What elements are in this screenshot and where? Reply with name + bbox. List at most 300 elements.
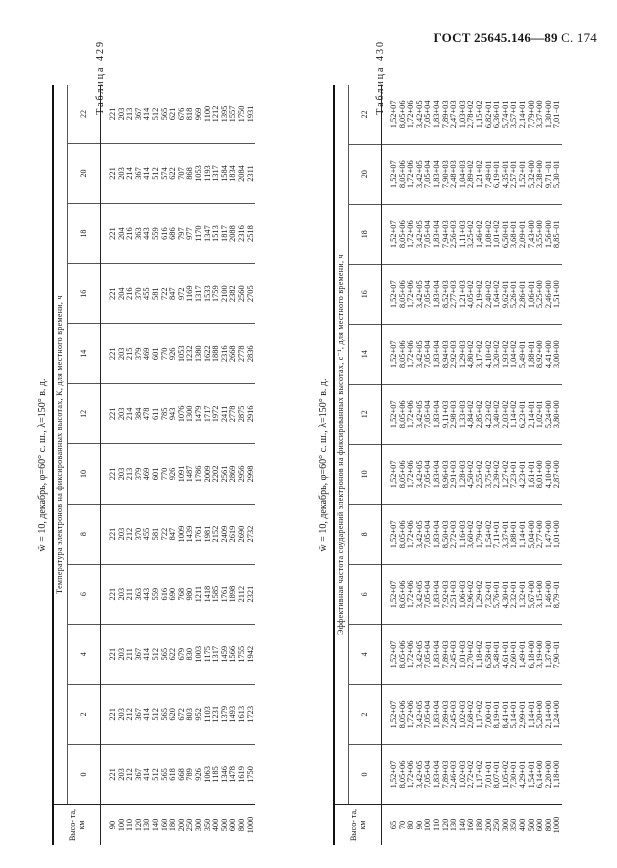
hour-header: 0 (68, 744, 101, 804)
table-cell: 8,05+06 (397, 220, 407, 249)
table-cell: 8,05+06 (397, 700, 407, 729)
table-cell: 818 (185, 107, 195, 121)
table-cell: 8,05+06 (397, 520, 407, 549)
table-cell: 8,50+03 (440, 520, 450, 549)
table-cell: 367 (133, 647, 143, 661)
table-cell: 414 (142, 708, 152, 721)
table-cell: 367 (133, 107, 143, 121)
table-cell: 1750 (236, 105, 246, 123)
table-cell: 1,61+01 (526, 460, 536, 489)
table-cell: 7,05+04 (423, 640, 433, 669)
altitude-value: 400 (517, 818, 527, 832)
table-cell: 8,05+06 (397, 400, 407, 429)
table-cell: 1175 (202, 646, 212, 663)
altitude-value: 90 (414, 820, 424, 830)
table-cell: 8,05+06 (397, 760, 407, 789)
table-cell: 1,72+06 (406, 460, 416, 489)
table-cell: 478 (142, 407, 152, 421)
table-cell: 622 (168, 647, 178, 661)
table-cell: 1317 (193, 285, 203, 303)
table-cell: 1557 (228, 105, 238, 123)
table-cell: 1888 (211, 345, 221, 363)
table-cell: 5,14+01 (509, 700, 519, 729)
table-cell: 1,01+02 (492, 220, 502, 249)
table-cell: 7,05+04 (423, 100, 433, 129)
table-cell: 2,55+02 (474, 460, 484, 489)
table-cell: 1622 (202, 345, 212, 363)
table-cell: 1,72+06 (406, 160, 416, 189)
hour-header: 14 (349, 324, 382, 384)
table-cell: 1,18+00 (552, 760, 562, 789)
table-cell: 370 (133, 527, 143, 541)
table-cell: 1,72+06 (406, 100, 416, 129)
table-cell: 4,29+01 (517, 760, 527, 789)
table-cell: 3,42+05 (414, 760, 424, 789)
table-cell: 216 (125, 227, 135, 240)
table-cell: 1103 (202, 706, 212, 723)
table-cell: 7,05+04 (423, 400, 433, 429)
table-cell: 1212 (211, 105, 221, 123)
table-cell: 2,46+03 (449, 760, 459, 789)
table-cell: 1,72+06 (406, 760, 416, 789)
table-cell: 2382 (228, 285, 238, 303)
table-cell: 414 (142, 107, 152, 121)
hour-header: 16 (349, 264, 382, 324)
collision-frequency-table (333, 85, 562, 845)
table-cell: 2,14+00 (543, 700, 553, 729)
table-cell: 1723 (245, 705, 255, 723)
table-cell: 1,83+04 (431, 700, 441, 729)
table-cell: 7,01+01 (483, 760, 493, 789)
table-429-caption: w̄ = 10, декабрь, φ=60° с. ш., λ=150° в. д. (37, 378, 48, 552)
table-cell: 221 (108, 647, 117, 661)
altitude-value: 200 (176, 818, 186, 832)
table-cell: 414 (142, 167, 152, 180)
table-cell: 797 (176, 227, 186, 240)
table-cell: 2152 (211, 525, 221, 543)
table-cell: 1972 (211, 405, 221, 423)
table-cell: 1418 (202, 585, 212, 603)
table-cell: 1,14+02 (509, 400, 519, 429)
table-cell: 3,55+00 (535, 220, 545, 249)
table-cell: 972 (176, 287, 186, 300)
table-cell: 5,25+00 (535, 280, 545, 309)
table-cell: 1,72+06 (406, 400, 416, 429)
altitude-value: 120 (440, 818, 450, 832)
table-cell: 9,11+03 (440, 400, 450, 429)
table-cell: 512 (150, 647, 160, 661)
table-cell: 1,03+03 (457, 100, 467, 129)
table-cell: 2,87+00 (552, 460, 562, 489)
table-cell: 5,48+01 (492, 640, 502, 669)
hour-header: 16 (68, 264, 101, 324)
hour-column (101, 264, 256, 324)
table-cell: 5,04+00 (526, 520, 536, 549)
table-cell: 1,88+01 (509, 520, 519, 549)
table-cell: 5,30−01 (552, 160, 562, 189)
table-cell: 1,06+01 (526, 280, 536, 309)
table-cell: 1,29+03 (457, 340, 467, 369)
table-cell: 7,79+00 (526, 100, 536, 129)
hour-header: 20 (349, 144, 382, 204)
table-cell: 212 (125, 768, 135, 781)
table-cell: 1613 (236, 705, 246, 723)
table-cell: 679 (176, 647, 186, 661)
table-cell: 3,40+02 (492, 400, 502, 429)
table-cell: 1,17+02 (474, 760, 484, 789)
hour-column (382, 504, 562, 564)
table-cell: 2732 (245, 525, 255, 543)
table-cell: 1,64+02 (492, 280, 502, 309)
table-cell: 2,39+02 (492, 460, 502, 489)
table-cell: 722 (159, 287, 169, 300)
standard-number: ГОСТ 25645.146—89 (433, 30, 558, 45)
table-cell: 2518 (245, 225, 255, 242)
table-cell: 616 (159, 587, 169, 601)
table-cell: 1,52+07 (389, 100, 398, 129)
table-cell: 6,23+01 (517, 400, 527, 429)
table-cell: 203 (116, 347, 126, 361)
table-cell: 8,41+01 (500, 700, 510, 729)
table-cell: 4,10+02 (483, 340, 493, 369)
table-cell: 565 (159, 768, 169, 781)
table-cell: 1,52+07 (389, 220, 398, 249)
table-cell: 1,16+03 (457, 520, 467, 549)
table-cell: 1193 (202, 165, 212, 182)
table-cell: 1759 (211, 285, 221, 303)
table-cell: 384 (133, 407, 143, 421)
table-cell: 7,05+04 (423, 280, 433, 309)
table-cell: 686 (168, 227, 178, 240)
table-cell: 803 (185, 708, 195, 721)
hour-header: 2 (349, 684, 382, 744)
table-cell: 770 (159, 347, 169, 361)
table-cell: 203 (116, 768, 126, 781)
table-cell: 3,37+00 (535, 100, 545, 129)
table-cell: 969 (193, 107, 203, 121)
table-cell: 3,42+05 (414, 340, 424, 369)
table-cell: 1,52+07 (389, 520, 398, 549)
table-cell: 2705 (245, 285, 255, 303)
hour-header: 4 (349, 624, 382, 684)
table-cell: 1,32+01 (517, 580, 527, 609)
hour-header: 6 (68, 564, 101, 624)
table-cell: 221 (108, 347, 117, 361)
table-cell: 977 (185, 227, 195, 240)
table-cell: 3,42+05 (414, 700, 424, 729)
table-cell: 4,30+01 (500, 580, 510, 609)
table-cell: 1,47+00 (543, 520, 553, 549)
altitude-value: 130 (142, 818, 152, 832)
table-cell: 221 (108, 407, 117, 421)
altitude-value: 250 (185, 818, 195, 832)
altitude-value: 100 (423, 818, 433, 832)
table-cell: 8,05+06 (397, 340, 407, 369)
table-cell: 213 (125, 467, 135, 481)
table-cell: 363 (133, 227, 143, 240)
table-cell: 1,52+01 (517, 160, 527, 189)
table-cell: 1,28+03 (457, 460, 467, 489)
table-cell: 212 (125, 708, 135, 721)
table-cell: 1,52+07 (389, 400, 398, 429)
table-cell: 1,83+04 (431, 760, 441, 789)
table-cell: 2,48+03 (449, 160, 459, 189)
table-cell: 943 (168, 407, 178, 421)
table-cell: 2,14+01 (526, 400, 536, 429)
table-cell: 1317 (211, 165, 221, 182)
table-cell: 1063 (202, 766, 212, 783)
table-cell: 443 (142, 587, 152, 601)
table-cell: 1478 (228, 766, 238, 783)
table-header-main: Температура электронов на фиксированных высотах, К, для местного времени, ч (53, 85, 68, 805)
table-cell: 2,46+00 (543, 280, 553, 309)
table-cell: 216 (125, 287, 135, 300)
altitude-value: 600 (228, 818, 238, 832)
table-cell: 1786 (193, 465, 203, 483)
table-cell: 1619 (236, 766, 246, 783)
table-cell: 1,52+07 (389, 160, 398, 189)
table-cell: 1,17+02 (474, 700, 484, 729)
table-cell: 1185 (211, 766, 221, 783)
table-cell: 204 (116, 227, 126, 240)
table-cell: 2411 (219, 405, 229, 423)
table-cell: 7,05+04 (423, 460, 433, 489)
table-cell: 3,68+01 (509, 220, 519, 249)
table-cell: 1,49+01 (517, 640, 527, 669)
altitude-column (101, 805, 256, 846)
table-cell: 7,05+04 (423, 160, 433, 189)
table-cell: 7,11+01 (492, 520, 502, 549)
table-cell: 2,86+01 (517, 280, 527, 309)
table-cell: 1,52+07 (389, 640, 398, 669)
table-cell: 1,04+02 (509, 340, 519, 369)
table-cell: 7,94+03 (440, 220, 450, 249)
table-cell: 213 (125, 107, 135, 121)
table-cell: 2084 (236, 165, 246, 182)
table-cell: 2,77+00 (535, 520, 545, 549)
table-cell: 7,23+01 (509, 460, 519, 489)
table-cell: 5,32+00 (526, 160, 536, 189)
table-cell: 2321 (245, 585, 255, 603)
hour-column (382, 384, 562, 444)
hour-column (382, 444, 562, 504)
table-cell: 455 (142, 527, 152, 541)
hour-column (382, 204, 562, 264)
table-cell: 203 (116, 467, 126, 481)
table-cell: 1,14+01 (517, 520, 527, 549)
hour-column (101, 444, 256, 504)
hour-header: 20 (68, 143, 101, 203)
table-cell: 3,42+05 (414, 100, 424, 129)
table-cell: 1347 (202, 225, 212, 242)
table-cell: 1834 (228, 165, 238, 182)
table-header-main: Эффективная частота соударений электронов на фиксированных высотах, с⁻¹, для местного времени, ч (334, 85, 349, 805)
table-cell: 7,89+03 (440, 100, 450, 129)
table-cell: 847 (168, 287, 178, 300)
table-cell: 581 (150, 287, 160, 300)
table-cell: 469 (142, 467, 152, 481)
table-cell: 1,46+02 (474, 220, 484, 249)
table-cell: 367 (133, 708, 143, 721)
table-cell: 2560 (236, 285, 246, 303)
table-cell: 3,20+02 (492, 340, 502, 369)
table-cell: 6,58+01 (483, 640, 493, 669)
altitude-value: 400 (211, 818, 221, 832)
table-cell: 952 (193, 708, 203, 721)
table-cell: 868 (185, 167, 195, 180)
table-cell: 363 (133, 587, 143, 601)
table-cell: 618 (168, 768, 178, 781)
table-cell: 2112 (236, 585, 246, 603)
table-cell: 1076 (176, 405, 186, 423)
table-cell: 2,40+02 (483, 280, 493, 309)
table-cell: 2778 (236, 345, 246, 363)
table-cell: 2,20+00 (543, 760, 553, 789)
table-cell: 581 (150, 527, 160, 541)
table-cell: 1,79+02 (474, 520, 484, 549)
table-cell: 221 (108, 708, 117, 721)
altitude-value: 80 (406, 820, 416, 830)
table-cell: 1584 (219, 165, 229, 182)
table-cell: 1981 (202, 525, 212, 543)
table-cell: 1898 (228, 585, 238, 603)
table-cell: 559 (150, 587, 160, 601)
table-cell: 1942 (245, 645, 255, 663)
hour-column (382, 624, 562, 684)
table-cell: 1,72+06 (406, 220, 416, 249)
hour-header: 8 (349, 504, 382, 564)
table-cell: 414 (142, 768, 152, 781)
table-cell: 367 (133, 768, 143, 781)
table-cell: 1,24+00 (552, 700, 562, 729)
table-cell: 1,02+01 (535, 400, 545, 429)
table-cell: 6,50+01 (500, 220, 510, 249)
altitude-value: 65 (389, 820, 398, 830)
table-cell: 4,35+01 (500, 160, 510, 189)
table-cell: 8,52+03 (440, 280, 450, 309)
hour-column (101, 143, 256, 203)
table-cell: 574 (159, 167, 169, 180)
table-cell: 3,42+05 (414, 520, 424, 549)
table-cell: 622 (168, 167, 178, 180)
altitude-value: 180 (474, 818, 484, 832)
table-cell: 3,15+00 (535, 580, 545, 609)
table-cell: 1,83+04 (431, 340, 441, 369)
table-cell: 1,72+06 (406, 520, 416, 549)
table-cell: 2,72+03 (449, 520, 459, 549)
table-cell: 215 (125, 347, 135, 361)
table-cell: 5,24+00 (543, 400, 553, 429)
table-cell: 1317 (211, 645, 221, 663)
altitude-header: Высо- та, км (53, 805, 101, 846)
table-cell: 2,96+02 (466, 580, 476, 609)
table-cell: 1300 (185, 405, 195, 423)
table-cell: 2,98+03 (449, 400, 459, 429)
altitude-value: 800 (236, 818, 246, 832)
table-cell: 1,02+03 (457, 760, 467, 789)
table-cell: 1,15+02 (474, 100, 484, 129)
table-cell: 559 (150, 227, 160, 240)
table-cell: 1,52+07 (389, 340, 398, 369)
table-cell: 1,52+07 (389, 700, 398, 729)
table-cell: 7,89+03 (440, 760, 450, 789)
table-cell: 2998 (245, 465, 255, 483)
table-cell: 1,72+06 (406, 580, 416, 609)
table-cell: 443 (142, 227, 152, 240)
table-cell: 221 (108, 107, 117, 121)
table-cell: 3,42+05 (414, 400, 424, 429)
hour-column (382, 744, 562, 804)
table-cell: 1,52+07 (389, 580, 398, 609)
altitude-value: 600 (535, 818, 545, 832)
table-cell: 379 (133, 347, 143, 361)
table-cell: 620 (168, 708, 178, 721)
table-cell: 7,05+04 (423, 340, 433, 369)
hour-column (382, 144, 562, 204)
table-cell: 611 (150, 407, 160, 421)
hour-column (101, 684, 256, 744)
table-cell: 214 (125, 167, 135, 180)
altitude-value: 180 (168, 818, 178, 832)
table-cell: 2,19+02 (474, 280, 484, 309)
hour-header: 14 (68, 324, 101, 384)
table-cell: 7,90+03 (440, 160, 450, 189)
table-cell: 1,04+03 (457, 160, 467, 189)
hour-header: 4 (68, 624, 101, 684)
hour-header: 10 (68, 444, 101, 504)
table-cell: 1,72+06 (406, 700, 416, 729)
table-cell: 7,05+04 (423, 580, 433, 609)
altitude-value: 110 (431, 818, 441, 832)
hour-header: 2 (68, 684, 101, 744)
table-cell: 2690 (236, 525, 246, 543)
hour-column (101, 564, 256, 624)
table-cell: 1380 (193, 345, 203, 363)
table-cell: 7,92+03 (440, 580, 450, 609)
table-cell: 1379 (219, 705, 229, 723)
table-cell: 8,05+06 (397, 280, 407, 309)
altitude-value: 300 (193, 818, 203, 832)
table-cell: 3,17+02 (474, 340, 484, 369)
table-cell: 7,90−01 (552, 640, 562, 669)
altitude-value: 120 (133, 818, 143, 832)
table-430-caption: w̄ = 10, декабрь, φ=60° с. ш., λ=150° в. д. (318, 378, 329, 552)
altitude-value: 1000 (552, 816, 562, 834)
table-cell: 3,75+02 (483, 460, 493, 489)
table-429 (52, 85, 255, 845)
table-cell: 1,06+03 (457, 580, 467, 609)
table-cell: 5,76+01 (492, 580, 502, 609)
altitude-value: 110 (125, 818, 135, 832)
table-cell: 1091 (176, 465, 186, 483)
table-cell: 1170 (193, 225, 203, 242)
table-cell: 926 (168, 347, 178, 361)
table-cell: 212 (125, 527, 135, 541)
table-cell: 2311 (245, 165, 255, 182)
table-cell: 2,32+01 (509, 580, 519, 609)
table-cell: 6,14+00 (535, 760, 545, 789)
hour-header: 18 (68, 204, 101, 264)
hour-column (101, 384, 256, 444)
table-cell: 1,02+03 (457, 700, 467, 729)
table-cell: 565 (159, 708, 169, 721)
table-429-label: Таблица 429 (95, 40, 106, 115)
table-cell: 1,37+00 (543, 640, 553, 669)
table-cell: 1,46+00 (543, 580, 553, 609)
table-430 (333, 85, 562, 845)
table-cell: 690 (168, 587, 178, 601)
table-cell: 221 (108, 768, 117, 781)
